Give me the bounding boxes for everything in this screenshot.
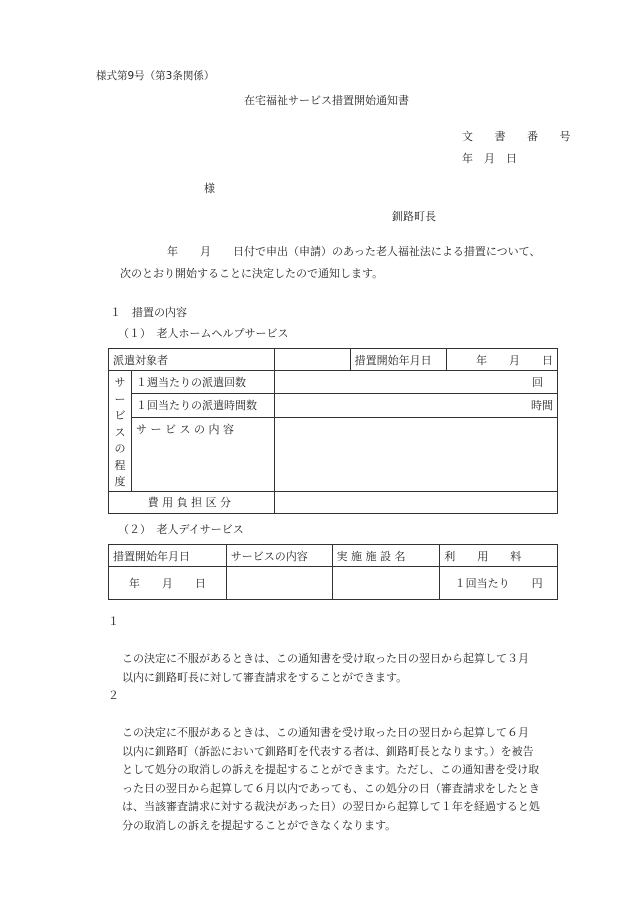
table-row — [109, 349, 558, 371]
service-content-label: サ ー ビ ス の 内 容 — [131, 417, 274, 491]
note-text: この決定に不服があるときは、この通知書を受け取った日の翌日から起算して６月 以内に釧路町（訴訟において釧路町を代表する者は、釧路町長となります。）を被告 として処分の取消しの訴えを提起することができます。ただし、この通知書を受け取 った日の翌日から起算して６月以内であっても、この処分の日（審査請求をしたとき は、当該審査請求に対する裁決があった日）の翌日から起算して１年を経過すると処 分の取消しの訴えを提起することができなくなります。 — [122, 726, 540, 832]
subheading-home-help: （１） 老人ホームヘルプサービス — [118, 327, 289, 340]
service-content-field[interactable] — [274, 417, 557, 491]
note-number: ２ — [108, 689, 119, 702]
day-service-table — [108, 544, 558, 600]
day-service-fee-field[interactable]: １回当たり 円 — [440, 567, 558, 600]
service-level-vertical-label: サ ー ビ ス の 程 度 — [109, 371, 132, 492]
day-service-facility-field[interactable] — [332, 567, 440, 600]
table-row — [109, 545, 558, 567]
table-row — [109, 417, 558, 491]
form-number: 様式第9号（第3条関係） — [96, 70, 215, 82]
dispatch-target-label: 派遣対象者 — [109, 349, 275, 371]
table-row — [109, 371, 558, 394]
start-date-value[interactable]: 年 月 日 — [476, 354, 553, 367]
day-service-start-date[interactable]: 年 月 日 — [109, 567, 227, 600]
home-help-table — [108, 348, 558, 514]
hours-per-visit-label: １回当たりの派遣時間数 — [131, 394, 274, 417]
subheading-day-service: （２） 老人デイサービス — [118, 523, 244, 536]
issue-date-label: 年 月 日 — [462, 152, 517, 165]
addressee-suffix: 様 — [204, 182, 215, 195]
issuer-name: 釧路町長 — [392, 210, 436, 223]
table-row — [109, 567, 558, 600]
appeal-notes — [108, 613, 570, 835]
list-item — [108, 687, 570, 835]
weekly-dispatch-count-field[interactable] — [274, 371, 557, 394]
start-date-label: 措置開始年月日 — [350, 349, 447, 370]
document-title: 在宅福祉サービス措置開始通知書 — [244, 94, 409, 107]
hours-unit: 時間 — [531, 399, 553, 413]
cost-burden-field[interactable] — [274, 491, 557, 513]
start-date-placeholder — [354, 349, 558, 371]
header-start-date: 措置開始年月日 — [109, 545, 227, 567]
header-facility-name: 実 施 施 設 名 — [332, 545, 440, 567]
weekly-dispatch-count-label: １週当たりの派遣回数 — [131, 371, 274, 394]
header-fee: 利 用 料 — [440, 545, 558, 567]
cost-burden-label: 費 用 負 担 区 分 — [109, 491, 275, 513]
section-heading-measures: １ 措置の内容 — [110, 306, 187, 319]
table-row — [109, 491, 558, 513]
body-text-line1: 年 月 日付で申出（申請）のあった老人福祉法による措置について、 — [167, 245, 541, 258]
body-text-line2: 次のとおり開始することに決定したので通知します。 — [120, 267, 384, 280]
document-number-label: 文 書 番 号 — [462, 130, 580, 143]
note-number: １ — [108, 615, 119, 628]
note-text: この決定に不服があるときは、この通知書を受け取った日の翌日から起算して３月 以内に釧路町長に対して審査請求をすることができます。 — [122, 652, 529, 684]
weekly-unit: 回 — [532, 376, 543, 390]
day-service-content-field[interactable] — [226, 567, 332, 600]
header-service-content: サービスの内容 — [226, 545, 332, 567]
list-item — [108, 613, 570, 687]
hours-per-visit-field[interactable] — [274, 394, 557, 417]
table-row — [109, 394, 558, 417]
